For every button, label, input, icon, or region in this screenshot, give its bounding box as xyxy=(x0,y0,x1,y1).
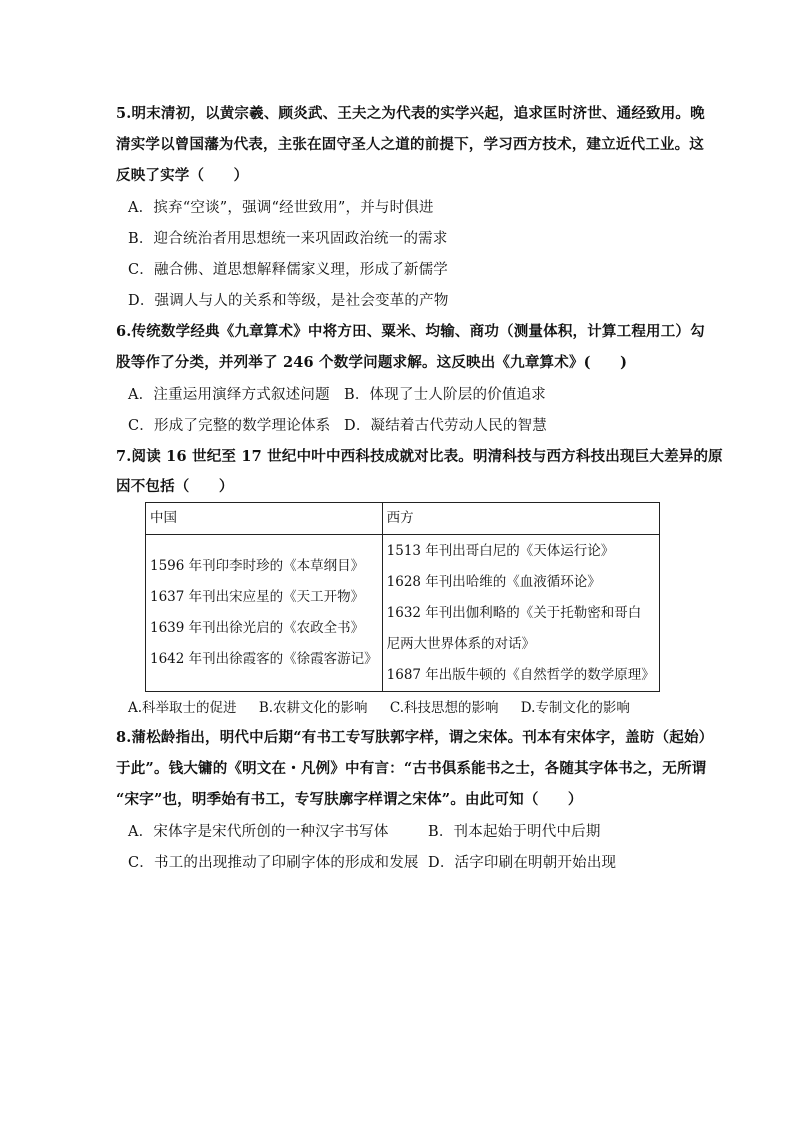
q7-option-a: A.科举取士的促进 xyxy=(128,700,237,716)
table-cell-china xyxy=(146,535,383,692)
q7-stem-line-2: 因不包括（ ） xyxy=(116,478,234,495)
q6-stem-line-2: 股等作了分类，并列举了 246 个数学问题求解。这反映出《九章算术》( ) xyxy=(116,354,628,371)
q6-option-d: D．凝结着古代劳动人民的智慧 xyxy=(344,418,547,434)
q8-option-c: C．书工的出现推动了印刷字体的形成和发展 xyxy=(128,855,419,871)
q8-stem-line-3: “宋字”也，明季始有书工，专写肤廓字样谓之宋体”。由此可知（ ） xyxy=(116,791,583,808)
q8-stem-line-1: 8.蒲松龄指出，明代中后期“有书工专写肤郭字样，谓之宋体。刊本有宋体字，盖昉（起始） xyxy=(116,729,714,746)
q5-option-d: D．强调人与人的关系和等级，是社会变革的产物 xyxy=(128,293,449,309)
q8-option-d: D．活字印刷在明朝开始出现 xyxy=(428,855,617,871)
q6-option-c: C．形成了完整的数学理论体系 xyxy=(128,418,331,434)
q8-stem-line-2: 于此”。钱大镛的《明文在・凡例》中有言：“古书俱系能书之士，各随其字体书之，无所谓 xyxy=(116,760,707,777)
q5-stem-line-1: 5.明末清初，以黄宗羲、顾炎武、王夫之为代表的实学兴起，追求匡时济世、通经致用。晚 xyxy=(116,105,705,122)
table-cell-west xyxy=(382,535,659,692)
q5-option-a: A．摈弃“空谈”，强调“经世致用”，并与时俱进 xyxy=(128,200,434,216)
comparison-table xyxy=(145,502,660,692)
table-item: 1687 年出版牛顿的《自然哲学的数学原理》 xyxy=(386,666,655,683)
q7-option-b: B.农耕文化的影响 xyxy=(258,700,368,716)
q7-option-d: D.专制文化的影响 xyxy=(520,700,630,716)
table-header-china: 中国 xyxy=(146,503,383,535)
table-header-row xyxy=(146,503,660,535)
q5-option-c: C．融合佛、道思想解释儒家义理，形成了新儒学 xyxy=(128,262,448,278)
q8-option-b: B．刊本起始于明代中后期 xyxy=(428,824,601,840)
table-header-west: 西方 xyxy=(382,503,659,535)
table-item: 1642 年刊出徐霞客的《徐霞客游记》 xyxy=(150,651,378,667)
q6-option-a: A．注重运用演绎方式叙述问题 xyxy=(128,387,330,403)
q5-stem-line-3: 反映了实学（ ） xyxy=(116,167,249,184)
table-item: 1513 年刊出哥白尼的《天体运行论》 xyxy=(386,542,615,559)
table-item: 尼两大世界体系的对话》 xyxy=(386,635,536,652)
q6-option-b: B．体现了士人阶层的价值追求 xyxy=(344,387,546,403)
q5-stem-line-2: 清实学以曾国藩为代表，主张在固守圣人之道的前提下，学习西方技术，建立近代工业。这 xyxy=(116,136,704,153)
table-item: 1639 年刊出徐光启的《农政全书》 xyxy=(150,620,365,636)
table-body-row xyxy=(146,535,660,692)
q7-stem-line-1: 7.阅读 16 世纪至 17 世纪中叶中西科技成就对比表。明清科技与西方科技出现巨大差异的原 xyxy=(116,448,723,465)
q5-option-b: B．迎合统治者用思想统一来巩固政治统一的需求 xyxy=(128,231,448,247)
table-item: 1596 年刊印李时珍的《本草纲目》 xyxy=(150,558,365,574)
q7-option-c: C.科技思想的影响 xyxy=(389,700,499,716)
q6-stem-line-1: 6.传统数学经典《九章算术》中将方田、粟米、均输、商功（测量体积，计算工程用工）勾 xyxy=(116,323,705,340)
table-item: 1632 年刊出伽利略的《关于托勒密和哥白 xyxy=(386,604,642,621)
table-item: 1628 年刊出哈维的《血液循环论》 xyxy=(386,573,601,590)
table-item: 1637 年刊出宋应星的《天工开物》 xyxy=(150,589,365,605)
q8-option-a: A．宋体字是宋代所创的一种汉字书写体 xyxy=(128,824,389,840)
q7-options-row xyxy=(128,698,648,718)
